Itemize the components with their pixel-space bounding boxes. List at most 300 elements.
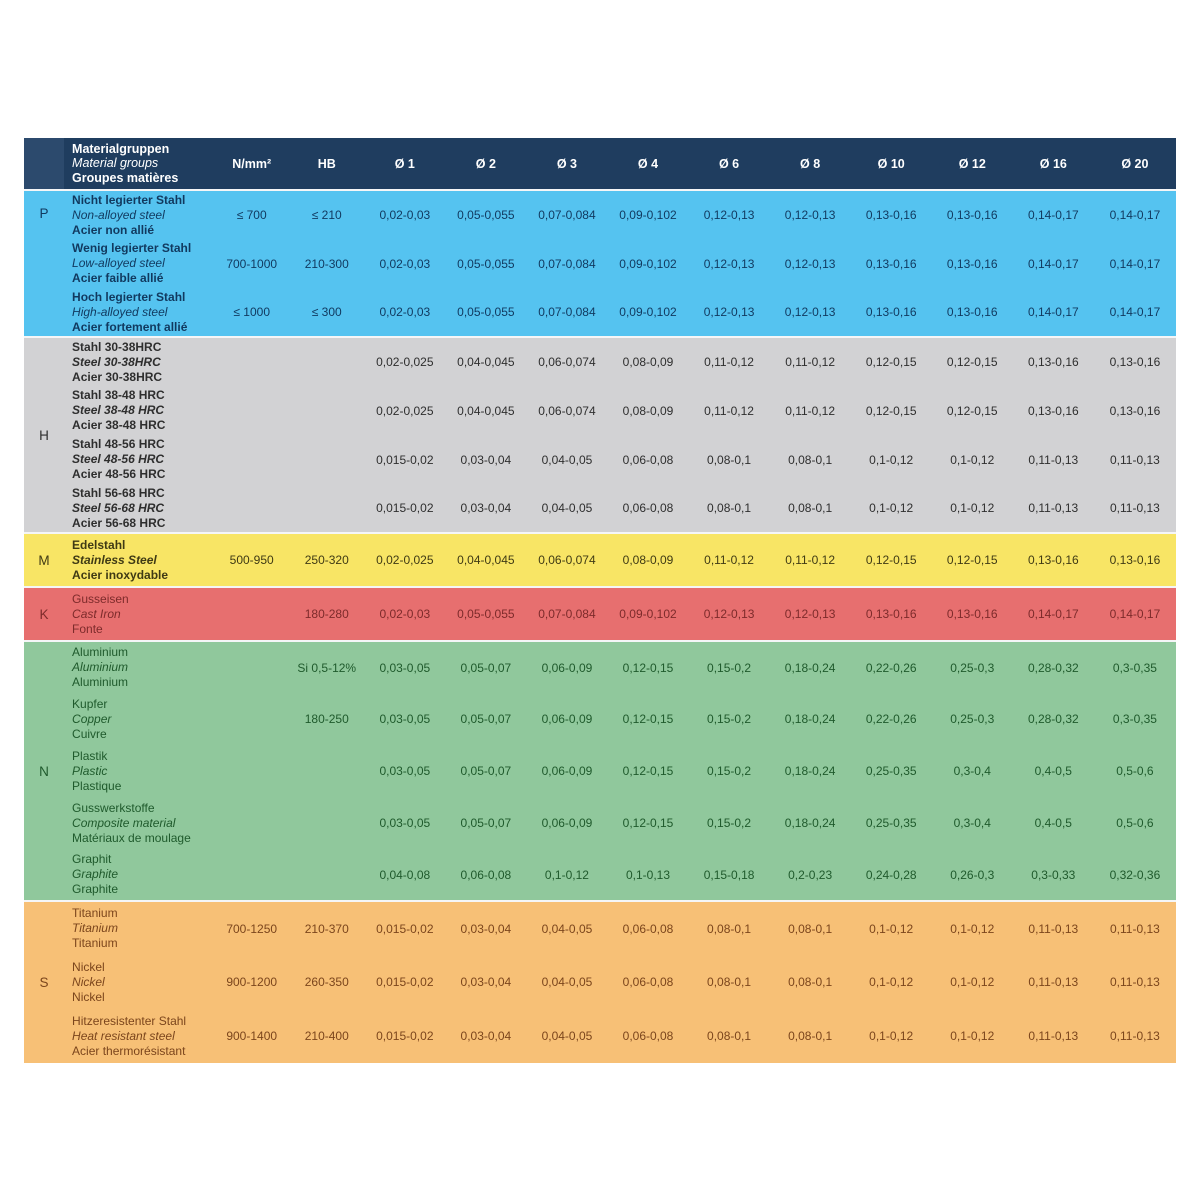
material-row: [24, 288, 1176, 337]
feed-value-cell: 0,04-0,05: [526, 484, 607, 533]
material-name-line-2: Steel 48-56 HRC: [72, 452, 165, 466]
feed-value-cell: 0,09-0,102: [607, 587, 688, 641]
material-name-line-2: Aluminium: [72, 660, 129, 674]
material-name-line-1: Aluminium: [72, 645, 129, 659]
feed-value-cell: 0,03-0,04: [445, 1009, 526, 1063]
feed-value-cell: 0,06-0,09: [526, 797, 607, 849]
feed-value-cell: 0,1-0,12: [851, 901, 932, 955]
nmm2-cell: [214, 386, 289, 435]
hb-cell: 260-350: [289, 955, 364, 1009]
feed-value-cell: 0,06-0,08: [607, 1009, 688, 1063]
hb-cell: [289, 386, 364, 435]
material-name-line-3: Acier non allié: [72, 222, 155, 237]
feed-value-cell: 0,08-0,09: [607, 337, 688, 386]
feed-value-cell: 0,12-0,13: [770, 587, 851, 641]
feed-value-cell: 0,08-0,1: [689, 955, 770, 1009]
material-name-line-1: Plastik: [72, 748, 108, 763]
feed-value-cell: 0,04-0,045: [445, 533, 526, 587]
feed-value-cell: 0,2-0,23: [770, 849, 851, 901]
feed-value-cell: 0,25-0,35: [851, 797, 932, 849]
header-col-8: Ø 10: [851, 138, 932, 190]
feed-value-cell: 0,06-0,09: [526, 745, 607, 797]
material-name-cell: [64, 239, 214, 288]
material-name-line-3: Plastique: [72, 778, 122, 793]
material-name-cell: [64, 901, 214, 955]
material-row: [24, 901, 1176, 955]
feed-value-cell: 0,02-0,025: [364, 386, 445, 435]
material-row: [24, 533, 1176, 587]
feed-value-cell: 0,03-0,04: [445, 484, 526, 533]
feed-value-cell: 0,14-0,17: [1013, 587, 1094, 641]
material-name-line-3: Matériaux de moulage: [72, 830, 191, 845]
feed-value-cell: 0,13-0,16: [932, 190, 1013, 239]
feed-value-cell: 0,15-0,2: [689, 693, 770, 745]
material-name-line-3: Acier fortement allié: [72, 319, 188, 334]
nmm2-cell: [214, 849, 289, 901]
material-name-cell: [64, 745, 214, 797]
feed-value-cell: 0,11-0,12: [689, 533, 770, 587]
feed-value-cell: 0,12-0,13: [770, 239, 851, 288]
feed-value-cell: 0,07-0,084: [526, 239, 607, 288]
feed-value-cell: 0,05-0,07: [445, 745, 526, 797]
feed-value-cell: 0,32-0,36: [1094, 849, 1176, 901]
material-name-cell: [64, 386, 214, 435]
feed-value-cell: 0,03-0,05: [364, 797, 445, 849]
hb-cell: [289, 797, 364, 849]
feed-value-cell: 0,11-0,12: [689, 386, 770, 435]
material-name-cell: [64, 955, 214, 1009]
feed-value-cell: 0,15-0,2: [689, 641, 770, 693]
header-col-5: Ø 4: [607, 138, 688, 190]
feed-value-cell: 0,11-0,13: [1013, 1009, 1094, 1063]
feed-value-cell: 0,13-0,16: [851, 288, 932, 337]
feed-value-cell: 0,13-0,16: [1013, 533, 1094, 587]
material-name-cell: [64, 435, 214, 484]
material-name-line-2: Titanium: [72, 921, 118, 935]
hb-cell: Si 0,5-12%: [289, 641, 364, 693]
material-row: [24, 641, 1176, 693]
material-name-line-1: Nickel: [72, 959, 105, 974]
feed-value-cell: 0,12-0,15: [932, 337, 1013, 386]
feed-value-cell: 0,12-0,15: [607, 693, 688, 745]
feed-value-cell: 0,11-0,13: [1094, 955, 1176, 1009]
feed-value-cell: 0,04-0,045: [445, 386, 526, 435]
feed-value-cell: 0,25-0,35: [851, 745, 932, 797]
material-name-line-3: Acier 56-68 HRC: [72, 515, 166, 530]
feed-value-cell: 0,14-0,17: [1094, 239, 1176, 288]
feed-value-cell: 0,1-0,12: [932, 1009, 1013, 1063]
feed-value-cell: 0,03-0,04: [445, 955, 526, 1009]
feed-value-cell: 0,015-0,02: [364, 901, 445, 955]
material-name-line-2: Heat resistant steel: [72, 1028, 175, 1043]
material-row: [24, 386, 1176, 435]
feed-value-cell: 0,015-0,02: [364, 955, 445, 1009]
feed-value-cell: 0,5-0,6: [1094, 797, 1176, 849]
header-col-3: Ø 2: [445, 138, 526, 190]
feed-value-cell: 0,12-0,15: [851, 386, 932, 435]
feed-value-cell: 0,03-0,04: [445, 435, 526, 484]
feed-value-cell: 0,18-0,24: [770, 693, 851, 745]
feed-value-cell: 0,03-0,04: [445, 901, 526, 955]
section-M: [24, 533, 1176, 587]
feed-value-cell: 0,02-0,03: [364, 288, 445, 337]
material-name-line-1: Kupfer: [72, 696, 108, 711]
material-name-line-3: Fonte: [72, 621, 103, 636]
section-letter-M: M: [24, 533, 64, 587]
feed-value-cell: 0,14-0,17: [1094, 587, 1176, 641]
hb-cell: [289, 435, 364, 484]
feed-value-cell: 0,04-0,05: [526, 435, 607, 484]
feed-value-cell: 0,15-0,2: [689, 797, 770, 849]
feed-value-cell: 0,05-0,07: [445, 641, 526, 693]
material-name-line-1: Wenig legierter Stahl: [72, 241, 192, 255]
feed-value-cell: 0,25-0,3: [932, 641, 1013, 693]
section-letter-H: H: [24, 337, 64, 533]
feed-value-cell: 0,03-0,05: [364, 693, 445, 745]
material-name-line-1: Edelstahl: [72, 537, 126, 552]
feed-value-cell: 0,12-0,15: [607, 797, 688, 849]
nmm2-cell: 900-1400: [214, 1009, 289, 1063]
feed-value-cell: 0,09-0,102: [607, 288, 688, 337]
material-row: [24, 693, 1176, 745]
feed-rate-table-wrap: [24, 138, 1176, 1063]
section-letter-S: S: [24, 901, 64, 1063]
feed-value-cell: 0,12-0,13: [689, 587, 770, 641]
material-name-line-2: Graphite: [72, 867, 119, 881]
feed-value-cell: 0,11-0,13: [1013, 484, 1094, 533]
hb-cell: ≤ 210: [289, 190, 364, 239]
feed-value-cell: 0,11-0,13: [1094, 484, 1176, 533]
feed-value-cell: 0,1-0,12: [526, 849, 607, 901]
material-name-line-3: Cuivre: [72, 726, 107, 741]
feed-value-cell: 0,11-0,12: [689, 337, 770, 386]
header-material-de: Materialgruppen: [72, 141, 170, 156]
feed-value-cell: 0,07-0,084: [526, 288, 607, 337]
material-feed-rate-table: [24, 138, 1176, 1063]
material-name-line-2: Steel 56-68 HRC: [72, 500, 165, 515]
feed-value-cell: 0,05-0,055: [445, 239, 526, 288]
material-name-line-2: High-alloyed steel: [72, 304, 168, 319]
feed-value-cell: 0,12-0,15: [932, 533, 1013, 587]
material-name-cell: [64, 190, 214, 239]
material-name-line-3: Titanium: [72, 936, 118, 950]
material-name-line-2: Non-alloyed steel: [72, 207, 165, 222]
nmm2-cell: [214, 745, 289, 797]
material-row: [24, 849, 1176, 901]
header-col-11: Ø 20: [1094, 138, 1176, 190]
feed-value-cell: 0,05-0,07: [445, 797, 526, 849]
header-col-0: N/mm²: [214, 138, 289, 190]
feed-value-cell: 0,08-0,1: [770, 484, 851, 533]
feed-value-cell: 0,12-0,13: [689, 190, 770, 239]
feed-value-cell: 0,14-0,17: [1094, 288, 1176, 337]
material-name-line-1: Stahl 30-38HRC: [72, 339, 162, 354]
nmm2-cell: [214, 337, 289, 386]
feed-value-cell: 0,13-0,16: [851, 239, 932, 288]
material-row: [24, 239, 1176, 288]
header-col-4: Ø 3: [526, 138, 607, 190]
feed-value-cell: 0,24-0,28: [851, 849, 932, 901]
feed-value-cell: 0,28-0,32: [1013, 693, 1094, 745]
feed-value-cell: 0,015-0,02: [364, 435, 445, 484]
header-col-9: Ø 12: [932, 138, 1013, 190]
nmm2-cell: ≤ 1000: [214, 288, 289, 337]
nmm2-cell: [214, 587, 289, 641]
material-name-line-3: Graphite: [72, 882, 119, 896]
feed-value-cell: 0,13-0,16: [1013, 386, 1094, 435]
material-name-line-1: Graphit: [72, 852, 112, 866]
material-name-cell: [64, 1009, 214, 1063]
material-name-line-1: Titanium: [72, 906, 118, 920]
material-row: [24, 435, 1176, 484]
feed-value-cell: 0,12-0,15: [851, 533, 932, 587]
hb-cell: 210-370: [289, 901, 364, 955]
section-P: [24, 190, 1176, 337]
table-header: [24, 138, 1176, 190]
feed-value-cell: 0,08-0,1: [689, 1009, 770, 1063]
header-material-fr: Groupes matières: [72, 170, 179, 185]
feed-value-cell: 0,08-0,09: [607, 386, 688, 435]
feed-value-cell: 0,04-0,05: [526, 955, 607, 1009]
material-row: [24, 484, 1176, 533]
material-name-line-1: Stahl 56-68 HRC: [72, 485, 165, 500]
feed-value-cell: 0,09-0,102: [607, 190, 688, 239]
hb-cell: 210-300: [289, 239, 364, 288]
material-name-cell: [64, 484, 214, 533]
section-K: [24, 587, 1176, 641]
material-name-cell: [64, 797, 214, 849]
feed-value-cell: 0,06-0,08: [607, 955, 688, 1009]
feed-value-cell: 0,4-0,5: [1013, 745, 1094, 797]
feed-value-cell: 0,22-0,26: [851, 641, 932, 693]
hb-cell: [289, 745, 364, 797]
hb-cell: 210-400: [289, 1009, 364, 1063]
material-name-line-2: Cast Iron: [72, 606, 121, 621]
header-col-1: HB: [289, 138, 364, 190]
feed-value-cell: 0,11-0,13: [1094, 435, 1176, 484]
feed-value-cell: 0,03-0,05: [364, 641, 445, 693]
nmm2-cell: ≤ 700: [214, 190, 289, 239]
hb-cell: [289, 849, 364, 901]
feed-value-cell: 0,14-0,17: [1013, 239, 1094, 288]
feed-value-cell: 0,04-0,05: [526, 901, 607, 955]
feed-value-cell: 0,06-0,09: [526, 641, 607, 693]
material-name-line-3: Acier thermorésistant: [72, 1043, 186, 1058]
section-letter-N: N: [24, 641, 64, 901]
feed-value-cell: 0,3-0,33: [1013, 849, 1094, 901]
nmm2-cell: [214, 484, 289, 533]
feed-value-cell: 0,14-0,17: [1094, 190, 1176, 239]
nmm2-cell: 500-950: [214, 533, 289, 587]
feed-value-cell: 0,06-0,09: [526, 693, 607, 745]
hb-cell: 250-320: [289, 533, 364, 587]
section-H: [24, 337, 1176, 533]
feed-value-cell: 0,08-0,1: [770, 901, 851, 955]
material-row: [24, 587, 1176, 641]
feed-value-cell: 0,06-0,08: [607, 484, 688, 533]
feed-value-cell: 0,13-0,16: [932, 288, 1013, 337]
feed-value-cell: 0,11-0,13: [1013, 955, 1094, 1009]
feed-value-cell: 0,08-0,1: [689, 484, 770, 533]
feed-value-cell: 0,02-0,025: [364, 533, 445, 587]
material-name-line-3: Nickel: [72, 989, 105, 1004]
feed-value-cell: 0,1-0,12: [851, 435, 932, 484]
feed-value-cell: 0,05-0,055: [445, 587, 526, 641]
feed-value-cell: 0,04-0,045: [445, 337, 526, 386]
feed-value-cell: 0,02-0,025: [364, 337, 445, 386]
header-letter-cell: [24, 138, 64, 190]
material-name-line-2: Nickel: [72, 974, 105, 989]
feed-value-cell: 0,13-0,16: [1094, 337, 1176, 386]
feed-value-cell: 0,1-0,12: [932, 484, 1013, 533]
feed-value-cell: 0,015-0,02: [364, 484, 445, 533]
header-material-groups: [64, 138, 214, 190]
feed-value-cell: 0,12-0,13: [770, 190, 851, 239]
material-row: [24, 1009, 1176, 1063]
material-name-cell: [64, 641, 214, 693]
material-name-line-3: Aluminium: [72, 675, 129, 689]
feed-value-cell: 0,1-0,12: [851, 484, 932, 533]
feed-value-cell: 0,08-0,1: [689, 901, 770, 955]
material-name-cell: [64, 337, 214, 386]
feed-value-cell: 0,13-0,16: [1094, 386, 1176, 435]
feed-value-cell: 0,06-0,074: [526, 386, 607, 435]
feed-value-cell: 0,06-0,074: [526, 533, 607, 587]
feed-value-cell: 0,05-0,07: [445, 693, 526, 745]
feed-value-cell: 0,07-0,084: [526, 190, 607, 239]
feed-value-cell: 0,11-0,12: [770, 337, 851, 386]
material-name-line-1: Gusseisen: [72, 591, 129, 606]
hb-cell: [289, 484, 364, 533]
material-name-line-1: Nicht legierter Stahl: [72, 192, 186, 207]
feed-value-cell: 0,09-0,102: [607, 239, 688, 288]
material-row: [24, 190, 1176, 239]
feed-value-cell: 0,3-0,4: [932, 745, 1013, 797]
feed-value-cell: 0,08-0,1: [770, 955, 851, 1009]
material-name-cell: [64, 849, 214, 901]
feed-value-cell: 0,08-0,1: [689, 435, 770, 484]
feed-value-cell: 0,11-0,13: [1013, 435, 1094, 484]
material-row: [24, 797, 1176, 849]
feed-value-cell: 0,12-0,15: [932, 386, 1013, 435]
material-name-line-1: Stahl 38-48 HRC: [72, 388, 165, 402]
feed-value-cell: 0,15-0,2: [689, 745, 770, 797]
feed-value-cell: 0,3-0,4: [932, 797, 1013, 849]
material-name-cell: [64, 533, 214, 587]
material-name-line-3: Acier 30-38HRC: [72, 369, 163, 384]
material-name-line-2: Plastic: [72, 763, 108, 778]
material-name-line-2: Composite material: [72, 815, 176, 830]
header-col-10: Ø 16: [1013, 138, 1094, 190]
feed-value-cell: 0,05-0,055: [445, 288, 526, 337]
feed-value-cell: 0,13-0,16: [1094, 533, 1176, 587]
material-row: [24, 955, 1176, 1009]
feed-value-cell: 0,02-0,03: [364, 239, 445, 288]
feed-value-cell: 0,28-0,32: [1013, 641, 1094, 693]
material-name-cell: [64, 693, 214, 745]
section-N: [24, 641, 1176, 901]
feed-value-cell: 0,3-0,35: [1094, 641, 1176, 693]
feed-value-cell: 0,1-0,12: [851, 1009, 932, 1063]
feed-value-cell: 0,12-0,15: [607, 745, 688, 797]
feed-value-cell: 0,13-0,16: [851, 190, 932, 239]
feed-value-cell: 0,26-0,3: [932, 849, 1013, 901]
feed-value-cell: 0,015-0,02: [364, 1009, 445, 1063]
material-name-line-2: Steel 30-38HRC: [72, 354, 161, 369]
feed-value-cell: 0,08-0,1: [770, 1009, 851, 1063]
feed-value-cell: 0,1-0,12: [851, 955, 932, 1009]
material-name-line-2: Steel 38-48 HRC: [72, 403, 165, 417]
header-col-6: Ø 6: [689, 138, 770, 190]
feed-value-cell: 0,12-0,13: [689, 239, 770, 288]
section-letter-P: P: [24, 190, 64, 337]
nmm2-cell: [214, 693, 289, 745]
feed-value-cell: 0,22-0,26: [851, 693, 932, 745]
feed-value-cell: 0,12-0,15: [607, 641, 688, 693]
section-letter-K: K: [24, 587, 64, 641]
feed-value-cell: 0,4-0,5: [1013, 797, 1094, 849]
nmm2-cell: 700-1250: [214, 901, 289, 955]
feed-value-cell: 0,04-0,05: [526, 1009, 607, 1063]
feed-value-cell: 0,18-0,24: [770, 797, 851, 849]
feed-value-cell: 0,04-0,08: [364, 849, 445, 901]
feed-value-cell: 0,11-0,13: [1094, 1009, 1176, 1063]
feed-value-cell: 0,08-0,09: [607, 533, 688, 587]
section-S: [24, 901, 1176, 1063]
material-name-line-3: Acier inoxydable: [72, 567, 169, 582]
feed-value-cell: 0,11-0,12: [770, 386, 851, 435]
hb-cell: ≤ 300: [289, 288, 364, 337]
material-name-line-2: Copper: [72, 711, 112, 726]
feed-value-cell: 0,18-0,24: [770, 641, 851, 693]
hb-cell: [289, 337, 364, 386]
feed-value-cell: 0,25-0,3: [932, 693, 1013, 745]
feed-value-cell: 0,08-0,1: [770, 435, 851, 484]
material-name-line-1: Hoch legierter Stahl: [72, 289, 186, 304]
material-name-cell: [64, 587, 214, 641]
feed-value-cell: 0,06-0,074: [526, 337, 607, 386]
hb-cell: 180-280: [289, 587, 364, 641]
feed-value-cell: 0,03-0,05: [364, 745, 445, 797]
material-name-line-1: Hitzeresistenter Stahl: [72, 1013, 187, 1028]
material-name-line-2: Low-alloyed steel: [72, 256, 165, 270]
material-row: [24, 337, 1176, 386]
feed-value-cell: 0,12-0,13: [689, 288, 770, 337]
feed-value-cell: 0,1-0,12: [932, 435, 1013, 484]
feed-value-cell: 0,06-0,08: [445, 849, 526, 901]
material-name-cell: [64, 288, 214, 337]
feed-value-cell: 0,18-0,24: [770, 745, 851, 797]
header-col-7: Ø 8: [770, 138, 851, 190]
material-name-line-2: Stainless Steel: [72, 552, 157, 567]
feed-value-cell: 0,02-0,03: [364, 190, 445, 239]
feed-value-cell: 0,14-0,17: [1013, 190, 1094, 239]
feed-value-cell: 0,1-0,12: [932, 955, 1013, 1009]
feed-value-cell: 0,1-0,12: [932, 901, 1013, 955]
feed-value-cell: 0,13-0,16: [1013, 337, 1094, 386]
feed-value-cell: 0,3-0,35: [1094, 693, 1176, 745]
feed-value-cell: 0,1-0,13: [607, 849, 688, 901]
feed-value-cell: 0,11-0,12: [770, 533, 851, 587]
feed-value-cell: 0,11-0,13: [1094, 901, 1176, 955]
material-name-line-1: Gusswerkstoffe: [72, 800, 155, 815]
header-col-2: Ø 1: [364, 138, 445, 190]
feed-value-cell: 0,02-0,03: [364, 587, 445, 641]
feed-value-cell: 0,07-0,084: [526, 587, 607, 641]
hb-cell: 180-250: [289, 693, 364, 745]
header-material-en: Material groups: [72, 156, 159, 171]
feed-value-cell: 0,5-0,6: [1094, 745, 1176, 797]
